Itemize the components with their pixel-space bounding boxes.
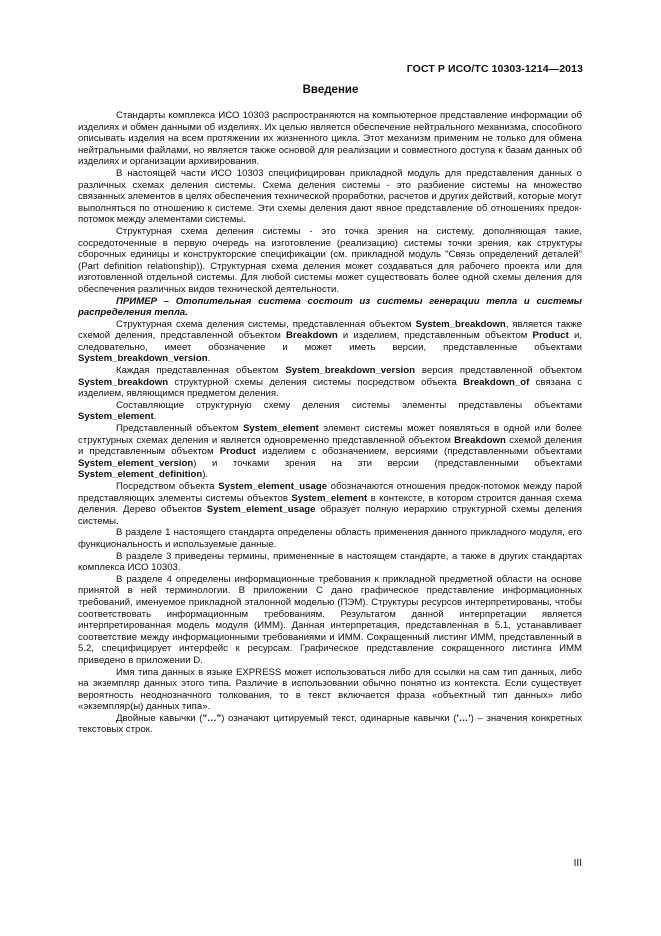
text-run: структурной схемы деления системы посредством объекта (168, 376, 464, 388)
text-run: . (153, 411, 157, 423)
text-run: Двойные кавычки ( (116, 712, 203, 724)
text-run: В разделе 4 определены информационные требования к прикладной предметной области на основе принятой в ней терминологии. В приложении С дано графическое представление информационных требований, именуемое прикладной эталонной моделью (ПЭМ). Структуры ресурсов интерпретированы, чтобы соответствовать информационным требованиям. Результатом данной интерпретации является интерпретированная модель модуля (ИММ). Данная интерпретация, представленная в 5.1, устанавливает соответствие между информационными требованиями и ИММ. Сокращенный листинг ИММ, представленный в 5.2, специфицирует интерфейс к ресурсам. Графическое представление сокращенного листинга ИММ приведено в приложении D. (78, 573, 582, 666)
text-run: изделием с обозначением, версиями (представленными объектами (255, 446, 582, 458)
section-title: Введение (302, 84, 359, 96)
paragraph (78, 481, 582, 527)
paragraph (78, 168, 582, 226)
body-text (78, 110, 582, 736)
text-run: и, следовательно, имеет обозначение и может иметь версии, представленные объектами (78, 330, 582, 353)
entity-name: System_element_definition (78, 469, 203, 481)
entity-name: System_element_version (78, 457, 194, 469)
text-run: ) – значения конкретных текстовых строк. (78, 712, 582, 736)
entity-name: System_breakdown (78, 376, 169, 388)
paragraph (78, 226, 582, 296)
text-run: Имя типа данных в языке EXPRESS может использоваться либо для ссылки на сам тип данных, либо на экземпляр данных этого типа. Различие в использовании обычно понятно из контекста. Если существует вероятность неоднозначного толкования, то в текст включается фраза «объектный тип данных» либо «экземпляр(ы) данных типа». (78, 666, 582, 713)
paragraph (78, 551, 582, 574)
paragraph (78, 110, 582, 168)
text-run: . (207, 353, 211, 365)
paragraph (78, 319, 582, 365)
text-run: В разделе 3 приведены термины, примененные в настоящем стандарте, а также в других стандартах комплекса ИСО 10303. (78, 550, 582, 574)
text-run: ) и точками зрения на эти версии (представленными объектами (193, 457, 582, 469)
text-run: Составляющие структурную схему деления системы элементы представлены объектами (116, 399, 582, 411)
entity-name: System_breakdown_version (285, 365, 415, 377)
paragraph (78, 365, 582, 400)
entity-name: System_element (243, 423, 319, 435)
text-run: обозначаются отношения предок-потомок между парой представляющих элементы системы объектов (78, 481, 582, 504)
text-run: элемент системы может появляться в одной или более структурных схемах деления и является одновременно представленной объектом (78, 423, 582, 446)
text-run: Каждая представленная объектом (116, 365, 286, 377)
entity-name: Product (532, 330, 569, 342)
entity-name: System_breakdown (415, 318, 506, 330)
entity-name: System_element_usage (218, 481, 328, 492)
entity-name: Breakdown (285, 330, 338, 342)
example-paragraph (78, 296, 582, 319)
entity-name: System_breakdown_version (78, 353, 208, 365)
entity-name: Product (219, 446, 256, 458)
text-run: ) означают цитируемый текст, одинарные кавычки ( (221, 712, 457, 724)
text-run: Представленный объектом (116, 423, 244, 435)
text-run: и изделием, представленным объектом (337, 330, 533, 342)
text-run: Стандарты комплекса ИСО 10303 распространяются на компьютерное представление информации об изделиях и обмен данными об изделиях. Их целью является обеспечение нейтрального механизма, способного описывать изделия на всем протяжении их жизненного цикла. Этот механизм применим не только для обмена нейтральными файлами, но является также основой для реализации и совместного доступа к базам данных об изделиях и организации архивирования. (78, 110, 582, 168)
text-run: образует полную иерархию структурной схемы деления системы. (78, 504, 583, 527)
entity-name: Breakdown (454, 434, 506, 446)
text-run: ). (202, 469, 209, 481)
entity-name: "…" (202, 712, 222, 724)
entity-name: System_element_usage (206, 504, 316, 516)
page-number: III (573, 858, 582, 869)
text-run: , является также схемой деления, представленной объектом (78, 318, 583, 342)
text-run: связана с изделием, являющимся предметом деления. (78, 376, 582, 400)
standard-code: ГОСТ Р ИСО/ТС 10303-1214—2013 (406, 63, 583, 75)
entity-name: Breakdown_of (463, 376, 530, 388)
text-run: В настоящей части ИСО 10303 специфицирован прикладной модуль для представления данных о различных схемах деления системы. Схема деления системы - это разбиение системы на множество связанных элементов в целях обеспечения технической проработки, расчетов и других действий, которые могут выполняться по отношению к системе. Эти схемы деления дают явное представление об отношениях предок-потомок между элементами системы. (78, 167, 582, 226)
paragraph (78, 713, 582, 736)
paragraph (78, 400, 582, 423)
entity-name: System_element (78, 411, 154, 423)
text-run: схемой деления и представленным объектом (78, 434, 582, 458)
entity-name: System_element (291, 492, 368, 504)
text-run: ПРИМЕР – Отопительная система состоит из системы генерации тепла и системы распределения тепла. (78, 295, 582, 319)
text-run: Посредством объекта (116, 481, 219, 492)
text-run: Структурная схема деления системы, представленная объектом (116, 318, 416, 330)
entity-name: '…' (456, 712, 471, 724)
paragraph (78, 527, 582, 550)
text-run: В разделе 1 настоящего стандарта определены область применения данного прикладного модуля, его функциональность и используемые данные. (78, 527, 582, 550)
text-run: Структурная схема деления системы - это точка зрения на систему, дополняющая такие, сосредоточенные в первую очередь на изготовление (реализацию) системы точки зрения, как структуры сборочных единицы и конструкторские спецификации (см. прикладной модуль "Связь определений деталей" (Part definition relationship)). Структурная схема деления может создаваться для рабочего проекта или для изготовленной отдельной системы. Для любой системы может существовать более одной схемы деления для обеспечения различных видов технической деятельности. (78, 225, 582, 295)
text-run: в контексте, в котором строится данная схема деления. Дерево объектов (78, 492, 582, 516)
paragraph (78, 667, 582, 713)
text-run: версия представленной объектом (414, 365, 582, 377)
paragraph (78, 423, 582, 481)
paragraph (78, 574, 582, 667)
